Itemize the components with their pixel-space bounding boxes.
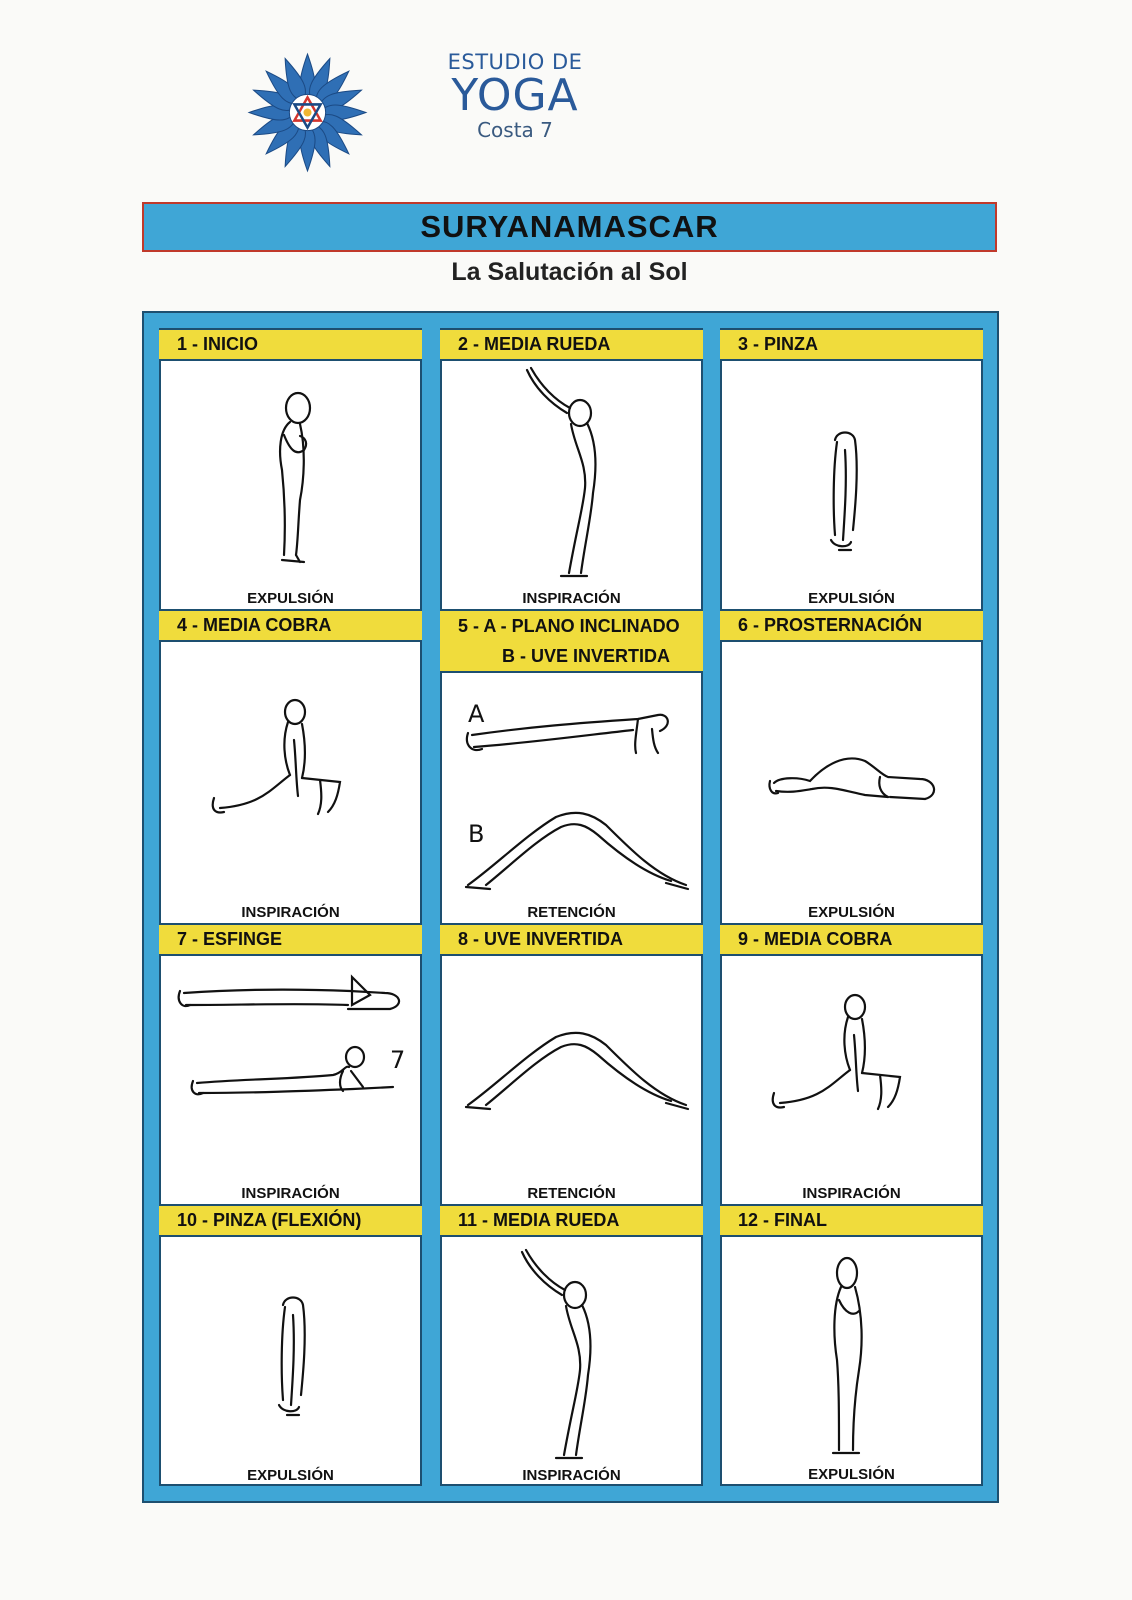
page-subtitle: La Salutación al Sol: [451, 258, 688, 286]
pose-figure-esfinge-prone: [180, 975, 415, 1030]
pose-title-12: 12 - FINAL: [720, 1204, 983, 1237]
pose-figure-media-cobra-2: [770, 995, 920, 1130]
label-b: B: [468, 820, 485, 848]
breath-11: INSPIRACIÓN: [522, 1467, 621, 1484]
pose-title-8: 8 - UVE INVERTIDA: [440, 923, 703, 956]
pose-figure-uve-invertida: [466, 1025, 691, 1120]
brand: [430, 50, 600, 142]
breath-10: EXPULSIÓN: [247, 1467, 334, 1484]
breath-3: EXPULSIÓN: [808, 590, 895, 607]
pose-figure-media-cobra: [210, 700, 360, 835]
pose-figure-esfinge: [193, 1045, 406, 1110]
breath-12: EXPULSIÓN: [808, 1466, 895, 1483]
page-title: SURYANAMASCAR: [420, 209, 719, 244]
pose-figure-uve-invertida-a: [466, 805, 691, 900]
breath-1: EXPULSIÓN: [247, 590, 334, 607]
pose-title-7: 7 - ESFINGE: [159, 923, 422, 956]
lotus-star-icon: [240, 50, 375, 175]
pose-title-2: 2 - MEDIA RUEDA: [440, 328, 703, 361]
breath-7: INSPIRACIÓN: [241, 1185, 340, 1202]
pose-figure-media-rueda: [525, 368, 615, 588]
breath-4: INSPIRACIÓN: [241, 904, 340, 921]
pose-figure-inicio: [260, 390, 330, 585]
pose-title-5-line2: B - UVE INVERTIDA: [502, 646, 671, 666]
pose-title-5-line1: 5 - A - PLANO INCLINADO: [458, 616, 680, 636]
brand-line1: ESTUDIO DE: [447, 50, 583, 74]
pose-figure-pinza-flexion: [273, 1295, 323, 1430]
pose-figure-prosternacion: [770, 755, 945, 820]
pose-title-4: 4 - MEDIA COBRA: [159, 609, 422, 642]
pose-title-6: 6 - PROSTERNACIÓN: [720, 609, 983, 642]
breath-5: RETENCIÓN: [527, 904, 616, 921]
pose-figure-pinza: [825, 430, 875, 565]
pose-figure-plano-inclinado: [468, 705, 688, 775]
label-7: 7: [390, 1046, 406, 1074]
breath-2: INSPIRACIÓN: [522, 590, 621, 607]
pose-figure-final: [815, 1255, 885, 1465]
pose-title-11: 11 - MEDIA RUEDA: [440, 1204, 703, 1237]
brand-line2: YOGA: [451, 70, 579, 121]
brand-line3: Costa 7: [477, 118, 553, 142]
title-banner: [142, 202, 997, 252]
breath-6: EXPULSIÓN: [808, 904, 895, 921]
pose-title-10: 10 - PINZA (FLEXIÓN): [159, 1204, 422, 1237]
breath-9: INSPIRACIÓN: [802, 1185, 901, 1202]
breath-8: RETENCIÓN: [527, 1185, 616, 1202]
pose-title-1: 1 - INICIO: [159, 328, 422, 361]
pose-figure-media-rueda-2: [520, 1250, 610, 1470]
pose-title-9: 9 - MEDIA COBRA: [720, 923, 983, 956]
pose-title-3: 3 - PINZA: [720, 328, 983, 361]
pose-title-5: [440, 609, 703, 673]
label-a: A: [468, 700, 485, 728]
